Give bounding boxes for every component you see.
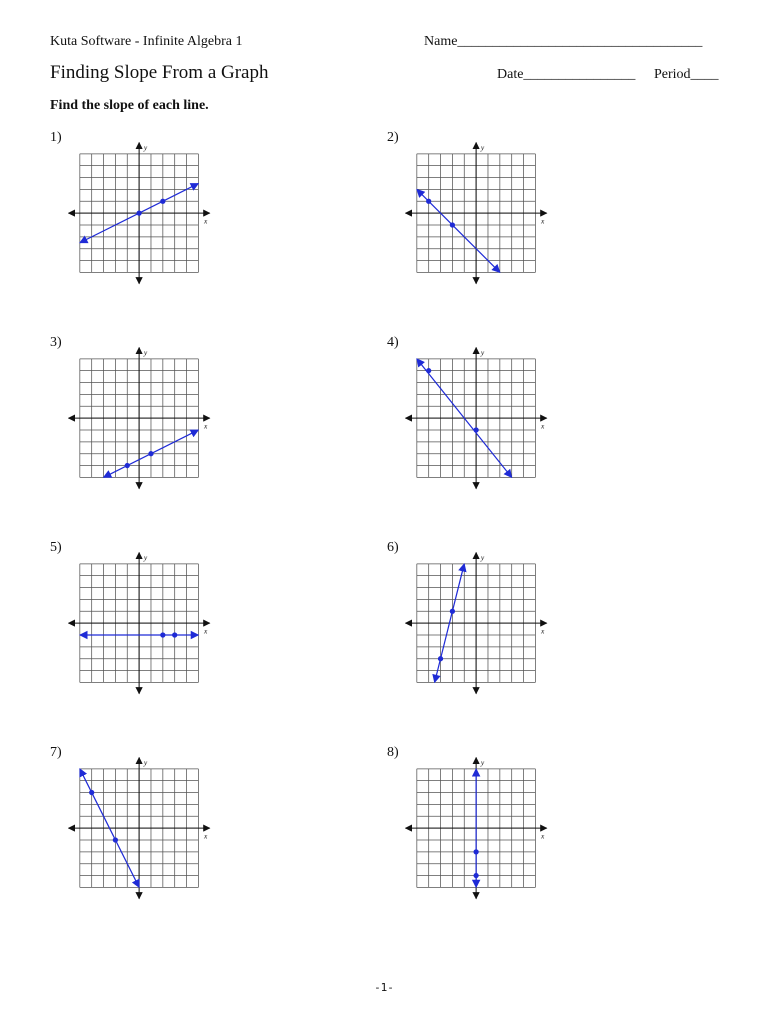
coordinate-graph: [398, 545, 558, 705]
page-title: Finding Slope From a Graph: [50, 62, 269, 83]
plotted-point: [426, 368, 431, 373]
plotted-point: [473, 427, 478, 432]
coordinate-graph: [61, 135, 221, 295]
problem-number: 8): [387, 745, 399, 760]
plotted-point: [89, 790, 94, 795]
problem-number: 7): [50, 745, 62, 760]
page-number: -1-: [374, 981, 394, 994]
plotted-point: [426, 199, 431, 204]
instructions: Find the slope of each line.: [50, 98, 209, 113]
date-field-label: Date________________: [497, 67, 636, 82]
period-field-label: Period____: [654, 67, 719, 82]
y-axis-label: y: [143, 553, 148, 563]
y-axis-label: y: [143, 143, 148, 153]
software-name: Kuta Software - Infinite Algebra 1: [50, 34, 243, 49]
problem-number: 2): [387, 130, 399, 145]
x-axis-label: x: [541, 216, 545, 226]
problem-number: 3): [50, 335, 62, 350]
y-axis-label: y: [480, 758, 485, 768]
plotted-point: [160, 199, 165, 204]
plotted-point: [172, 632, 177, 637]
coordinate-graph: [398, 135, 558, 295]
coordinate-graph: [61, 545, 221, 705]
plotted-point: [160, 632, 165, 637]
coordinate-graph: [61, 750, 221, 910]
x-axis-label: x: [541, 626, 545, 636]
x-axis-label: x: [541, 421, 545, 431]
coordinate-graph: [398, 750, 558, 910]
plotted-point: [136, 210, 141, 215]
problem-number: 6): [387, 540, 399, 555]
name-field-label: Name___________________________________: [424, 34, 703, 49]
x-axis-label: x: [204, 216, 208, 226]
plotted-point: [450, 609, 455, 614]
coordinate-graph: [398, 340, 558, 500]
x-axis-label: x: [541, 831, 545, 841]
x-axis-label: x: [204, 421, 208, 431]
x-axis-label: x: [204, 831, 208, 841]
plotted-point: [113, 837, 118, 842]
problem-number: 1): [50, 130, 62, 145]
problem-number: 5): [50, 540, 62, 555]
plotted-point: [148, 451, 153, 456]
y-axis-label: y: [480, 553, 485, 563]
problem-number: 4): [387, 335, 399, 350]
plotted-point: [473, 849, 478, 854]
y-axis-label: y: [143, 348, 148, 358]
plotted-point: [125, 463, 130, 468]
plotted-point: [438, 656, 443, 661]
plotted-point: [473, 873, 478, 878]
plotted-point: [450, 222, 455, 227]
x-axis-label: x: [204, 626, 208, 636]
y-axis-label: y: [480, 143, 485, 153]
y-axis-label: y: [480, 348, 485, 358]
coordinate-graph: [61, 340, 221, 500]
y-axis-label: y: [143, 758, 148, 768]
